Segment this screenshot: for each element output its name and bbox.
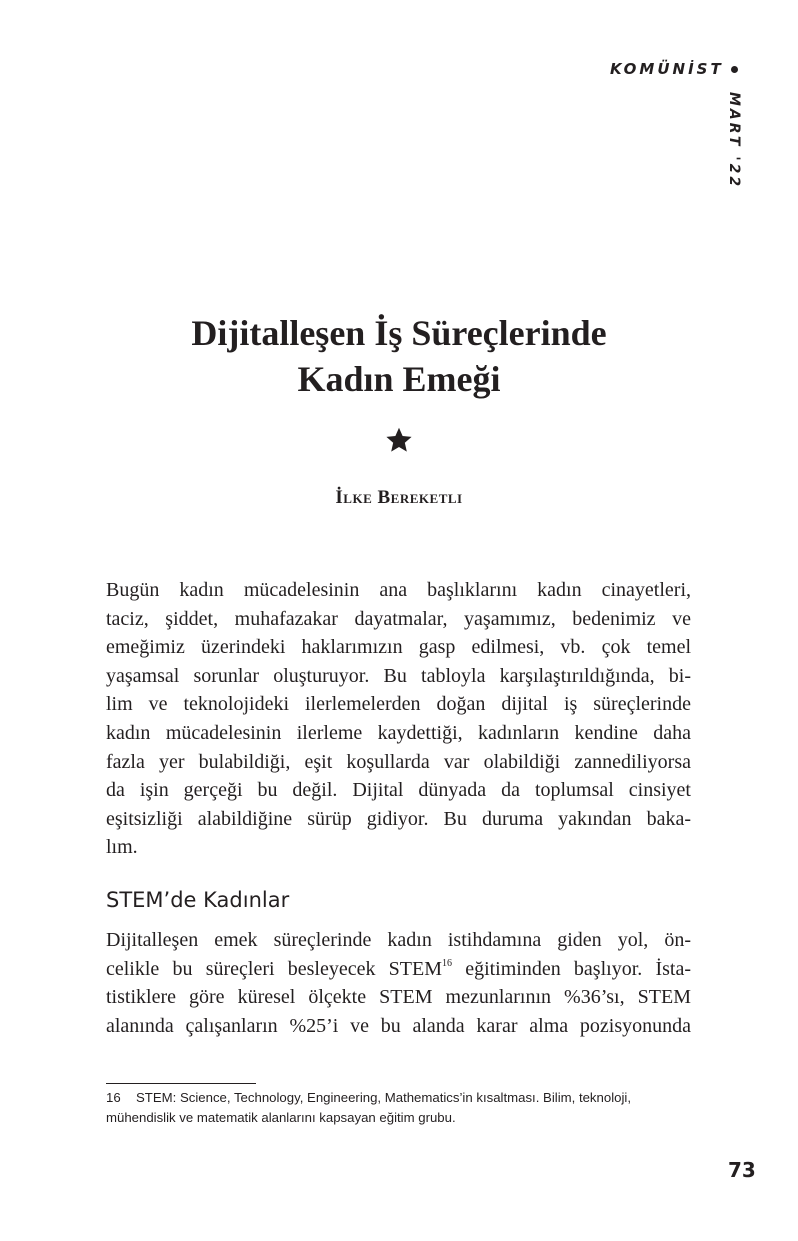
intro-paragraph <box>106 576 691 862</box>
article-title <box>0 310 798 402</box>
text-segment: eğitiminden başlıyor. İsta- <box>452 957 691 980</box>
text-line: yaşamsal sorunlar oluşturuyor. Bu tabloyla karşılaştırıldığında, bi- <box>106 664 691 687</box>
bullet-dot-icon <box>731 66 738 73</box>
author-name: İlke Bereketli <box>335 487 463 508</box>
text-line: Dijitalleşen emek süreçlerinde kadın istihdamına giden yol, ön- <box>106 929 691 951</box>
footnote-text: STEM: Science, Technology, Engineering, Mathematics’in kısaltması. Bilim, teknoloji, mühendislik ve matematik alanlarını kapsayan eğitim grubu. <box>106 1090 631 1125</box>
section-heading: STEM’de Kadınlar <box>106 888 290 912</box>
star-icon <box>385 426 413 454</box>
text-line: lim ve teknolojideki ilerlemelerden doğan dijital iş süreçlerinde <box>106 693 691 716</box>
text-line: tistiklere göre küresel ölçekte STEM mezunlarının %36’sı, STEM <box>106 986 691 1009</box>
issue-date: MART '22 <box>726 92 742 190</box>
title-line-1: Dijitalleşen İş Süreçlerinde <box>191 313 607 353</box>
text-line: alanında çalışanların %25’i ve bu alanda karar alma pozisyonunda <box>106 1014 691 1037</box>
text-line: da işin gerçeği bu değil. Dijital dünyada da toplumsal cinsiyet <box>106 779 691 802</box>
title-line-2: Kadın Emeği <box>297 359 501 399</box>
text-line <box>106 955 691 984</box>
text-segment: celikle bu süreçleri besleyecek STEM <box>106 957 442 980</box>
text-line: lım. <box>106 836 138 859</box>
text-line: taciz, şiddet, muhafazakar dayatmalar, yaşamımız, bedenimiz ve <box>106 607 691 630</box>
footnote-reference[interactable]: 16 <box>442 957 452 969</box>
text-line: Bugün kadın mücadelesinin ana başlıklarını kadın cinayetleri, <box>106 579 691 601</box>
footnote-divider <box>106 1083 256 1084</box>
footnote <box>106 1088 696 1128</box>
text-line: kadın mücadelesinin ilerleme kaydettiği, kadınların kendine daha <box>106 721 691 744</box>
section-paragraph <box>106 926 691 1040</box>
text-line: eşitsizliği alabildiğine sürüp gidiyor. Bu duruma yakından baka- <box>106 807 691 830</box>
text-line: fazla yer bulabildiği, eşit koşullarda var olabildiği zannediliyorsa <box>106 750 691 773</box>
footnote-number: 16 <box>106 1090 121 1105</box>
magazine-name: KOMÜNİST <box>610 60 724 78</box>
text-line: emeğimiz üzerindeki haklarımızın gasp edilmesi, vb. çok temel <box>106 636 691 659</box>
page-number: 73 <box>728 1158 756 1182</box>
